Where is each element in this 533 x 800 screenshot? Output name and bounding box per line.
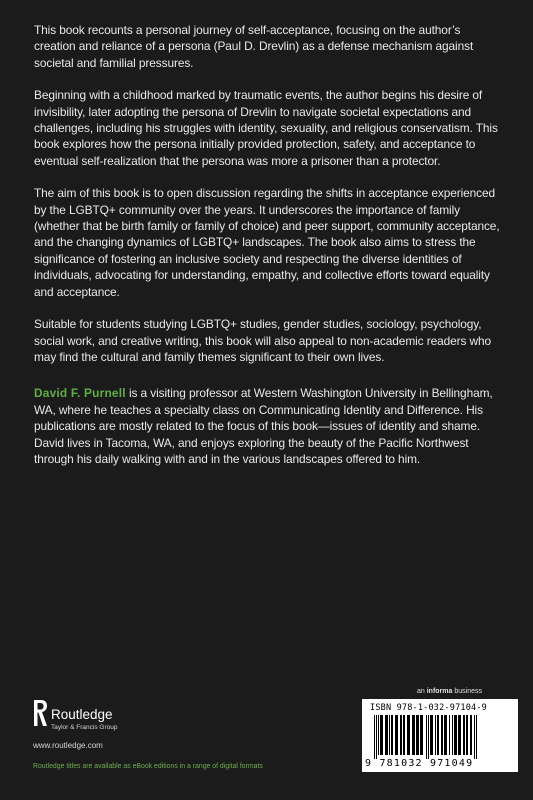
description-paragraph-3: The aim of this book is to open discussion regarding the shifts in acceptance experienced by the LGBTQ+ community over the years. It underscores the importance of family (whether that be birth family or family of choice) and peer support, community acceptance, and the changing dynamics of LGBTQ+ landscapes. The book also aims to stress the significance of fostering an inclusive society and respecting the diverse identities of individuals, advocating for understanding, empathy, and collective efforts toward equality and acceptance. [34, 186, 500, 299]
routledge-r-logo [32, 699, 48, 732]
description-paragraph-4: Suitable for students studying LGBTQ+ studies, gender studies, sociology, psychology, social work, and creative writing, this book will also appeal to non-academic readers who may find the cultural and family themes significant to their own lives. [34, 317, 492, 364]
informa-business-tag: an informa business [417, 688, 482, 695]
author-bio-text: is a visiting professor at Western Washington University in Bellingham, WA, where he teaches a specialty class on Communicating Identity and Difference. His publications are mostly related to the focus of this book—issues of identity and shame. David lives in Tacoma, WA, and enjoys exploring the beauty of the Pacific Northwest through his daily walking with and in the various landscapes offered to him. [34, 386, 493, 466]
publisher-imprint: Taylor & Francis Group [51, 724, 118, 731]
publisher-website[interactable]: www.routledge.com [33, 741, 103, 750]
informa-wordmark: informa [426, 688, 453, 695]
description-paragraph-1: This book recounts a personal journey of self-acceptance, focusing on the author’s creation and reliance of a persona (Paul D. Drevlin) as a defense mechanism against societal and familial pressures. [34, 23, 474, 70]
author-bio [34, 385, 504, 467]
back-cover-text [34, 22, 504, 483]
isbn-label: ISBN 978-1-032-97104-9 [370, 703, 487, 713]
ebook-note: Routledge titles are available as eBook editions in a range of digital formats [33, 763, 263, 770]
barcode-bars [366, 715, 514, 759]
barcode-digits: 9 781032 971049 [365, 758, 474, 769]
author-name: David F. Purnell [34, 386, 126, 401]
isbn-barcode [362, 699, 518, 772]
description-paragraph-2: Beginning with a childhood marked by traumatic events, the author begins his desire of invisibility, later adopting the persona of Drevlin to navigate societal expectations and challenges, including his struggles with identity, sexuality, and religious conservatism. This book explores how the persona initially provided protection, safety, and acceptance to eventual self-realization that the persona was more a prisoner than a protector. [34, 88, 498, 168]
publisher-name: Routledge [51, 707, 113, 722]
